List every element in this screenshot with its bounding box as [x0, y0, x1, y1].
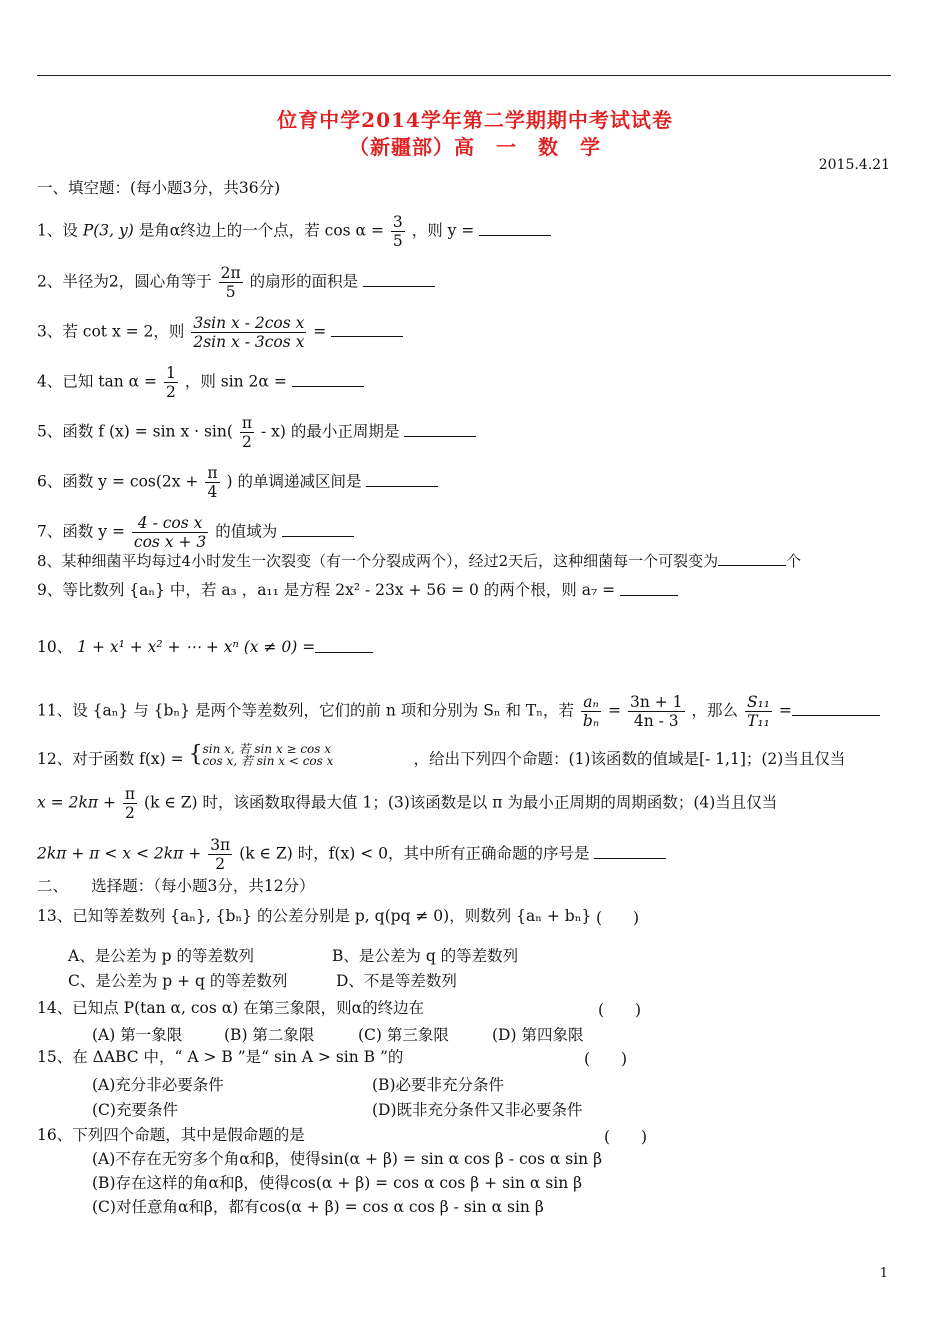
q11-ratio-ab [581, 693, 601, 730]
question-14: 14、已知点 P(tan α, cos α) 在第三象限，则α的终边在 [37, 999, 425, 1017]
q4-prefix: 4、已知 tan α = [37, 372, 158, 391]
q11-prefix: 11、设 {aₙ} 与 {bₙ} 是两个等差数列，它们的前 n 项和分别为 Sₙ 和 Tₙ，若 [37, 701, 574, 720]
q12-line3-den: 2 [215, 855, 226, 873]
exam-title: 位育中学2014学年第二学期期中考试试卷 [277, 108, 673, 132]
question-13: 13、已知等差数列 {aₙ}, {bₙ} 的公差分别是 p, q(pq ≠ 0)，则数列 {aₙ + bₙ} [37, 907, 592, 925]
q11-lnum: aₙ [581, 693, 601, 712]
q5-fraction [240, 414, 254, 451]
q13-option-d[interactable]: D、不是等差数列 [336, 972, 457, 990]
q2-fraction [219, 264, 243, 301]
q16-option-c[interactable]: (C)对任意角α和β，都有cos(α + β) = cos α cos β - sin α sin β [92, 1198, 544, 1216]
question-2 [37, 264, 435, 301]
q1-den: 5 [392, 232, 403, 250]
q2-tail: 的扇形的面积是 [249, 272, 359, 291]
question-3 [37, 314, 403, 351]
q10-tail: = [302, 638, 316, 656]
q1-mid: 是角α终边上的一个点，若 [138, 221, 320, 240]
q11-sden: T₁₁ [747, 712, 770, 730]
q12-line3-prefix: 2kπ + π < x < 2kπ + [37, 844, 202, 863]
q16-answer-paren[interactable]: ( ) [604, 1128, 648, 1146]
q12-piece2: cos x, 若 sin x < cos x [202, 754, 334, 768]
q4-fraction [164, 364, 178, 401]
q7-tail: 的值域为 [215, 522, 278, 541]
q2-num: 2π [220, 264, 241, 282]
question-6 [37, 464, 438, 501]
q15-option-d[interactable]: (D)既非充分条件又非必要条件 [372, 1101, 583, 1119]
top-rule [37, 75, 891, 76]
q16-option-b[interactable]: (B)存在这样的角α和β，使得cos(α + β) = cos α cos β + sin α sin β [92, 1174, 583, 1192]
question-8 [37, 551, 801, 571]
q1-tail: ，则 y = [411, 221, 475, 240]
q12-piecewise [188, 742, 409, 769]
q1-fraction [391, 213, 405, 250]
question-1 [37, 213, 551, 250]
q11-lden: bₙ [582, 712, 600, 730]
q10-label: 10、 [37, 638, 73, 656]
q11-answer-blank[interactable] [792, 701, 880, 716]
q11-tail: = [778, 701, 792, 720]
q12-brace-icon: { [188, 742, 203, 767]
q3-prefix: 3、若 cot x = 2，则 [37, 322, 185, 341]
question-15: 15、在 ΔABC 中，“ A > B ”是“ sin A > sin B ”的 [37, 1048, 404, 1066]
q11-snum: S₁₁ [746, 693, 770, 711]
question-5 [37, 414, 476, 451]
exam-date: 2015.4.21 [818, 157, 890, 173]
q6-answer-blank[interactable] [366, 472, 438, 487]
q2-answer-blank[interactable] [363, 272, 435, 287]
q4-num: 1 [166, 364, 176, 382]
q7-prefix: 7、函数 y = [37, 522, 125, 541]
q9-text: 9、等比数列 {aₙ} 中，若 a₃ ，a₁₁ 是方程 2x² - 23x + 56 = 0 的两个根，则 a₇ = [37, 581, 616, 599]
question-7 [37, 514, 354, 551]
q10-expr: 1 + x¹ + x² + ⋯ + xⁿ (x ≠ 0) [77, 638, 298, 656]
q1-prefix: 1、设 [37, 221, 78, 240]
q11-eq: = [608, 701, 622, 720]
exam-subtitle: （新疆部）高 一 数 学 [349, 135, 601, 159]
q9-answer-blank[interactable] [620, 587, 678, 596]
question-11 [37, 693, 880, 730]
q14-option-b[interactable]: (B) 第二象限 [224, 1026, 315, 1044]
q5-prefix: 5、函数 f (x) = sin x · sin( [37, 422, 233, 441]
q11-rnum: 3n + 1 [629, 693, 683, 711]
question-12-line2 [37, 785, 777, 822]
q7-num: 4 - cos x [132, 514, 208, 533]
q12-line2-fraction [123, 785, 137, 822]
section1-heading: 一、填空题：(每小题3分，共36分) [37, 179, 281, 197]
question-12-line1 [37, 742, 846, 769]
q11-rden: 4n - 3 [633, 712, 679, 730]
q12-line2-prefix: x = 2kπ + [37, 793, 116, 812]
q1-cos: cos α = [324, 221, 384, 240]
q13-option-b[interactable]: B、是公差为 q 的等差数列 [332, 947, 519, 965]
q6-fraction [205, 464, 219, 501]
q12-prefix: 12、对于函数 f(x) = [37, 750, 184, 768]
q6-tail: ) 的单调递减区间是 [226, 472, 362, 491]
q12-line2-den: 2 [125, 804, 135, 822]
q12-line1-tail: ，给出下列四个命题：(1)该函数的值域是[- 1,1]；(2)当且仅当 [413, 750, 846, 768]
q13-option-c[interactable]: C、是公差为 p + q 的等差数列 [68, 972, 288, 990]
q3-tail: = [313, 322, 327, 341]
q15-option-c[interactable]: (C)充要条件 [92, 1101, 178, 1119]
q5-tail: - x) 的最小正周期是 [260, 422, 400, 441]
page-number: 1 [879, 1266, 888, 1281]
q10-answer-blank[interactable] [315, 644, 373, 653]
q7-den: cos x + 3 [133, 533, 207, 551]
q4-tail: ，则 sin 2α = [184, 372, 287, 391]
q4-den: 2 [166, 383, 176, 401]
q12-line2-num: π [124, 785, 136, 803]
q1-num: 3 [392, 213, 403, 231]
q14-option-d[interactable]: (D) 第四象限 [492, 1026, 584, 1044]
q12-line3-tail: (k ∈ Z) 时，f(x) < 0，其中所有正确命题的序号是 [239, 844, 590, 863]
section2-heading: 二、 选择题：（每小题3分，共12分） [37, 877, 315, 895]
q6-den: 4 [207, 483, 218, 501]
q6-num: π [207, 464, 218, 482]
q5-answer-blank[interactable] [404, 422, 476, 437]
q15-option-b[interactable]: (B)必要非充分条件 [372, 1076, 504, 1094]
q4-answer-blank[interactable] [292, 372, 364, 387]
q13-answer-paren[interactable]: ( ) [596, 909, 640, 927]
q5-den: 2 [242, 433, 252, 451]
q14-option-c[interactable]: (C) 第三象限 [358, 1026, 449, 1044]
q12-line3-num: 3π [210, 836, 231, 854]
q3-fraction [191, 314, 306, 351]
q3-den: 2sin x - 3cos x [193, 333, 305, 351]
question-4 [37, 364, 364, 401]
q16-option-a[interactable]: (A)不存在无穷多个角α和β，使得sin(α + β) = sin α cos β - cos α sin β [92, 1150, 603, 1168]
q1-point: P(3, y) [82, 221, 134, 240]
q3-num: 3sin x - 2cos x [193, 314, 305, 332]
q11-ratio-n [628, 693, 685, 730]
q11-ratio-st [745, 693, 772, 730]
q5-num: π [241, 414, 253, 432]
q2-den: 5 [225, 283, 236, 301]
q8-text: 8、某种细菌平均每过4小时发生一次裂变（有一个分裂成两个），经过2天后，这种细菌每一个可裂变为 [37, 552, 719, 570]
q12-line3-fraction [208, 836, 232, 873]
q7-fraction [132, 514, 208, 551]
q12-line2-tail: (k ∈ Z) 时，该函数取得最大值 1；(3)该函数是以 π 为最小正周期的周期函数；(4)当且仅当 [144, 793, 778, 812]
question-12-line3 [37, 836, 666, 873]
question-9 [37, 580, 678, 600]
question-10 [37, 637, 373, 657]
q14-option-a[interactable]: (A) 第一象限 [92, 1026, 183, 1044]
q7-answer-blank[interactable] [282, 522, 354, 537]
q14-answer-paren[interactable]: ( ) [598, 1001, 642, 1019]
q2-prefix: 2、半径为2，圆心角等于 [37, 272, 212, 291]
q1-answer-blank[interactable] [479, 221, 551, 236]
q13-option-a[interactable]: A、是公差为 p 的等差数列 [68, 947, 254, 965]
q8-answer-blank[interactable] [718, 551, 786, 566]
q12-answer-blank[interactable] [594, 844, 666, 859]
q15-answer-paren[interactable]: ( ) [584, 1050, 628, 1068]
q3-answer-blank[interactable] [331, 322, 403, 337]
q11-mid: ，那么 [691, 701, 738, 720]
q15-option-a[interactable]: (A)充分非必要条件 [92, 1076, 224, 1094]
q8-tail: 个 [786, 552, 802, 570]
question-16: 16、下列四个命题，其中是假命题的是 [37, 1126, 305, 1144]
q6-prefix: 6、函数 y = cos(2x + [37, 472, 199, 491]
q12-piece1: sin x, 若 sin x ≥ cos x [202, 742, 332, 756]
